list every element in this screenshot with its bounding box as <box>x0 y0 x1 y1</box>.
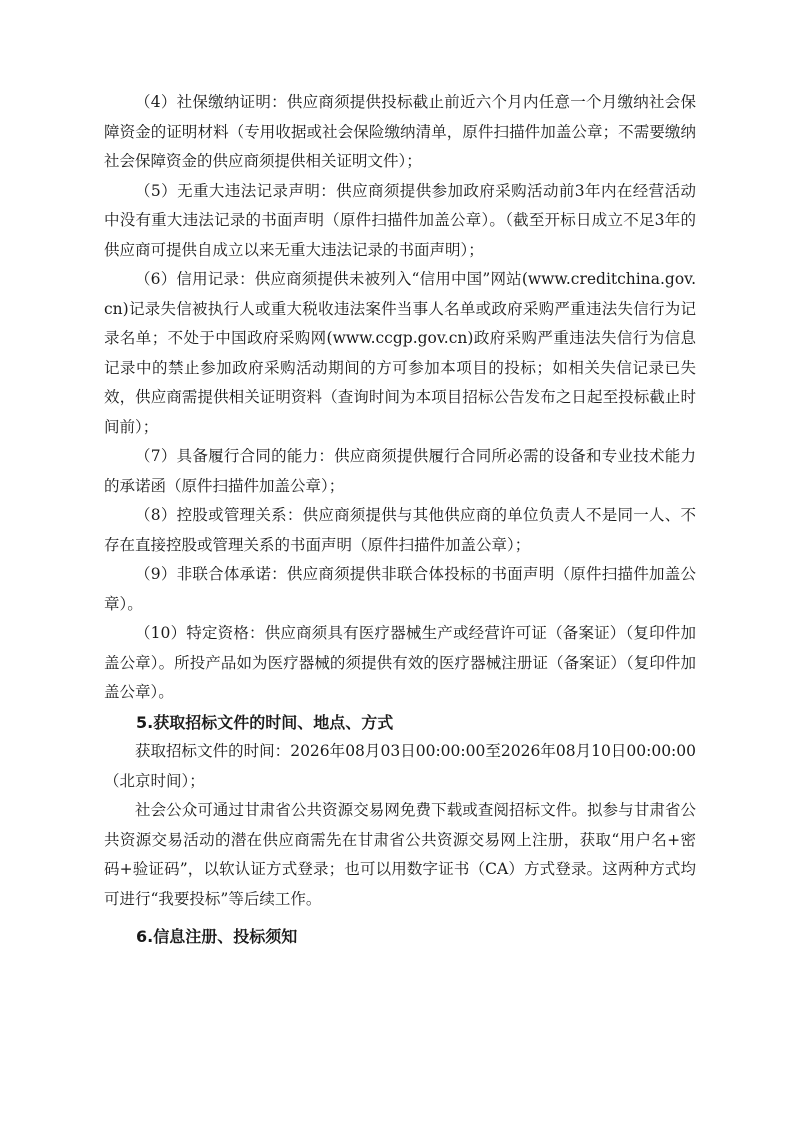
paragraph-non-consortium: （9）非联合体承诺：供应商须提供非联合体投标的书面声明（原件扫描件加盖公章）。 <box>104 565 696 613</box>
section-5-heading: 5.获取招标文件的时间、地点、方式 <box>136 712 394 732</box>
paragraph-specific-qualification: （10）特定资格：供应商须具有医疗器械生产或经营许可证（备案证）（复印件加盖公章）。所投产品如为医疗器械的须提供有效的医疗器械注册证（备案证）（复印件加盖公章）。 <box>104 624 696 701</box>
paragraph-credit-record: （6）信用记录：供应商须提供未被列入“信用中国”网站(www.creditchina.gov.cn)记录失信被执行人或重大税收违法案件当事人名单或政府采购严重违法失信行为记录名单；不处于中国政府采购网(www.ccgp.gov.cn)政府采购严重违法失信行为信息记录中的禁止参加政府采购活动期间的方可参加本项目的投标；如相关失信记录已失效，供应商需提供相关证明资料（查询时间为本项目招标公告发布之日起至投标截止时间前）； <box>104 270 696 436</box>
paragraph-no-violation: （5）无重大违法记录声明：供应商须提供参加政府采购活动前3年内在经营活动中没有重大违法记录的书面声明（原件扫描件加盖公章）。（截至开标日成立不足3年的供应商可提供自成立以来无重大违法记录的书面声明）； <box>104 181 696 259</box>
document-page <box>104 88 696 952</box>
paragraph-control-relation: （8）控股或管理关系：供应商须提供与其他供应商的单位负责人不是同一人、不存在直接控股或管理关系的书面声明（原件扫描件加盖公章）； <box>104 506 696 554</box>
section-6-heading: 6.信息注册、投标须知 <box>136 927 298 946</box>
section-5-method: 社会公众可通过甘肃省公共资源交易网免费下载或查阅招标文件。拟参与甘肃省公共资源交易活动的潜在供应商需先在甘肃省公共资源交易网上注册，获取“用户名+密码+验证码”，以软认证方式登录；也可以用数字证书（CA）方式登录。这两种方式均可进行“我要投标”等后续工作。 <box>104 801 696 908</box>
paragraph-social-insurance: （4）社保缴纳证明：供应商须提供投标截止前近六个月内任意一个月缴纳社会保障资金的证明材料（专用收据或社会保险缴纳清单，原件扫描件加盖公章；不需要缴纳社会保障资金的供应商须提供相关证明文件）； <box>104 93 696 170</box>
paragraph-contract-ability: （7）具备履行合同的能力：供应商须提供履行合同所必需的设备和专业技术能力的承诺函（原件扫描件加盖公章）； <box>104 447 696 495</box>
section-5-time: 获取招标文件的时间：2026年08月03日00:00:00至2026年08月10日00:00:00（北京时间）； <box>104 742 696 790</box>
